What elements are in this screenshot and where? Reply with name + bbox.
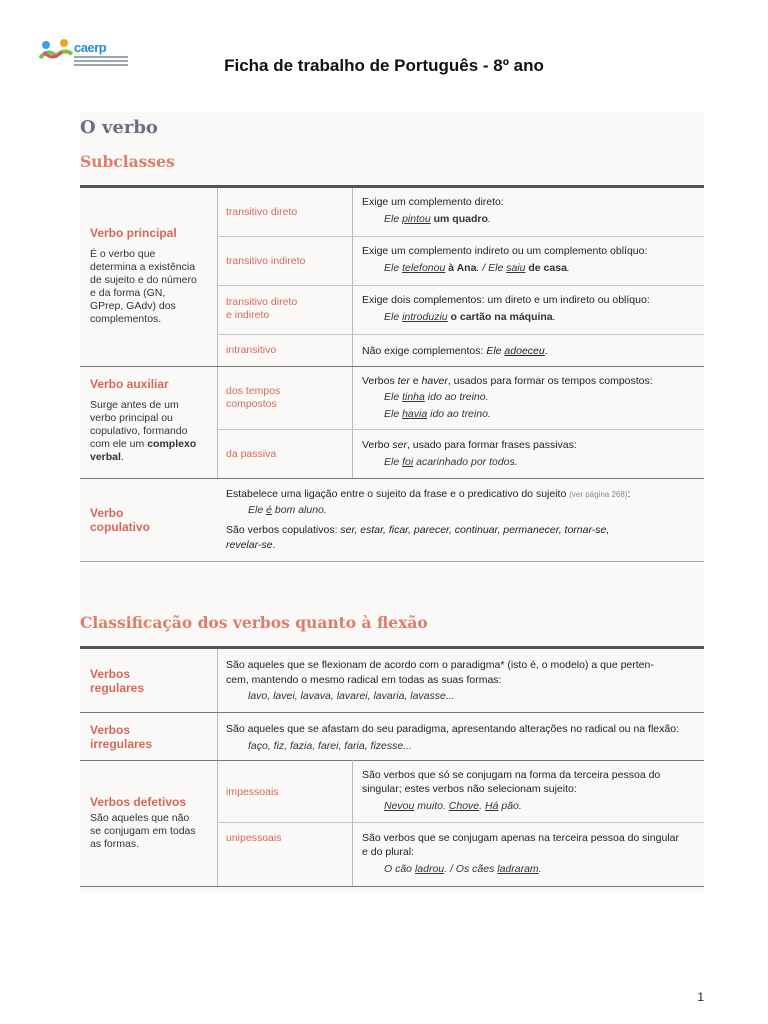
type-intransitivo: intransitivo	[226, 344, 277, 356]
unipessoais-example: O cão ladrou. / Os cães ladraram.	[384, 863, 542, 875]
type-transitivo-indireto: transitivo indireto	[226, 255, 306, 267]
type-unipessoais: unipessoais	[226, 832, 282, 844]
example: Ele pintou um quadro.	[384, 213, 491, 225]
verbos-regulares-label: Verbos regulares	[90, 667, 145, 695]
type-transitivo-direto: transitivo direto	[226, 206, 298, 218]
verbos-defetivos-desc: São aqueles que não se conjugam em todas as formas.	[90, 812, 196, 850]
document-title: Ficha de trabalho de Português - 8º ano	[224, 56, 544, 75]
impessoais-text: São verbos que só se conjugam na forma da terceira pessoa do singular; estes verbos não selecionam sujeito:	[362, 769, 661, 795]
unipessoais-text: São verbos que se conjugam apenas na terceira pessoa do singular e do plural:	[362, 832, 679, 858]
section-subtitle: Subclasses	[80, 152, 175, 171]
verbo-auxiliar-label: Verbo auxiliar	[90, 377, 169, 391]
verbo-copulativo-label: Verbo copulativo	[90, 506, 151, 534]
irregulares-line1: São aqueles que se afastam do seu paradigma, apresentando alterações no radical ou na flexão:	[226, 723, 679, 735]
row-text: Verbo ser, usado para formar frases passivas:	[362, 439, 577, 451]
type-da-passiva: da passiva	[226, 448, 277, 460]
verbo-principal-label: Verbo principal	[90, 226, 177, 240]
example: Ele telefonou à Ana. / Ele saiu de casa.	[384, 262, 570, 274]
regulares-line2: cem, mantendo o mesmo radical em todas as suas formas:	[226, 674, 502, 686]
example: Ele é bom aluno.	[248, 504, 327, 516]
row-text: Exige dois complementos: um direto e um indireto ou oblíquo:	[362, 294, 650, 306]
type-transitivo-direto-e-indireto: transitivo direto e indireto	[226, 296, 298, 321]
row-text: Exige um complemento indireto ou um complemento oblíquo:	[362, 245, 648, 257]
verbo-auxiliar-desc: Surge antes de um verbo principal ou copulativo, formando com ele um complexo verbal.	[90, 399, 197, 463]
verbos-irregulares-label: Verbos irregulares	[90, 723, 153, 751]
type-tempos-compostos: dos tempos compostos	[226, 385, 281, 410]
logo-text: caerp	[74, 40, 107, 55]
example: Ele foi acarinhado por todos.	[384, 456, 518, 468]
regulares-example: lavo, lavei, lavava, lavarei, lavaria, lavasse...	[248, 690, 455, 702]
page-number: 1	[697, 990, 704, 1004]
irregulares-example: faço, fiz, fazia, farei, faria, fizesse...	[248, 740, 412, 752]
section-title: O verbo	[80, 117, 158, 138]
verbo-principal-desc: É o verbo que determina a existência de sujeito e do número e da forma (GN, GPrep, GAdv) dos complementos.	[90, 248, 197, 325]
row-text: Não exige complementos: Ele adoeceu.	[362, 345, 548, 357]
copulativo-list-cont: revelar-se.	[226, 539, 276, 551]
example: Ele tinha ido ao treino.	[384, 391, 489, 403]
regulares-line1: São aqueles que se flexionam de acordo com o paradigma* (isto é, o modelo) a que perten-	[226, 659, 654, 671]
type-impessoais: impessoais	[226, 786, 279, 798]
row-text: Verbos ter e haver, usados para formar os tempos compostos:	[362, 375, 653, 387]
example: Ele introduziu o cartão na máquina.	[384, 311, 556, 323]
verbos-defetivos-label: Verbos defetivos	[90, 795, 187, 809]
section2-title: Classificação dos verbos quanto à flexão	[80, 613, 428, 632]
copulativo-list: São verbos copulativos: ser, estar, ficar, parecer, continuar, permanecer, tornar-se,	[226, 524, 610, 536]
copulativo-text: Estabelece uma ligação entre o sujeito da frase e o predicativo do sujeito (ver página 268):	[226, 488, 631, 500]
example: Ele havia ido ao treino.	[384, 408, 491, 420]
impessoais-example: Nevou muito. Chove. Há pão.	[384, 800, 522, 812]
row-text: Exige um complemento direto:	[362, 196, 504, 208]
